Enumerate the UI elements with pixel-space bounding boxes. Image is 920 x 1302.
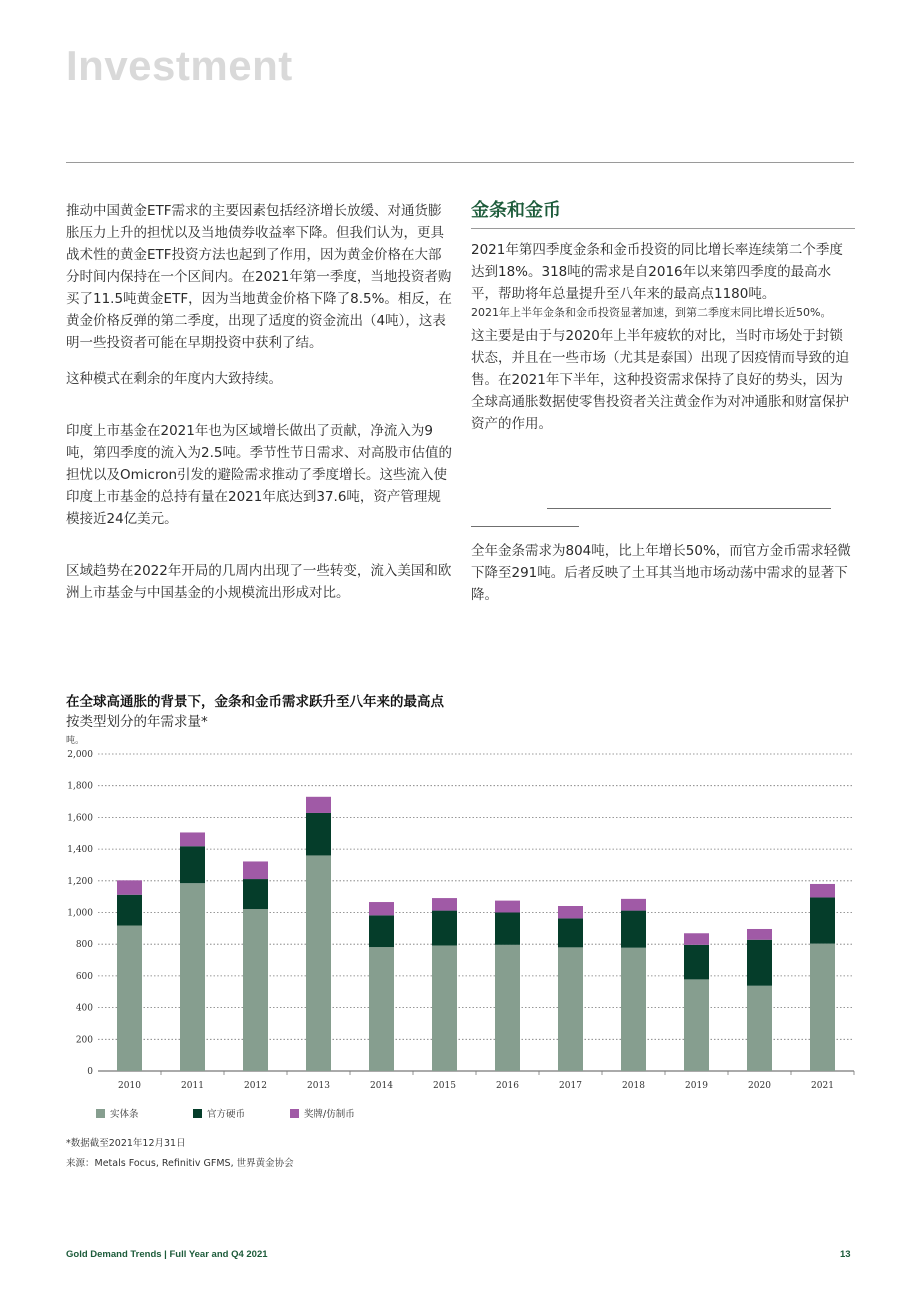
bar-2010-series-1 [117,895,142,926]
bar-2012-series-0 [243,909,268,1071]
x-tick-label: 2015 [433,1081,456,1091]
chart-source: 来源：Metals Focus, Refinitiv GFMS, 世界黄金协会 [66,1158,294,1169]
chart-notes [66,1134,294,1174]
bar-2011-series-1 [180,846,205,883]
x-tick-label: 2014 [370,1081,393,1091]
legend-label-medals: 奖牌/仿制币 [304,1109,355,1120]
legend-swatch-medals [290,1109,299,1118]
bar-2011-series-2 [180,832,205,846]
bar-2020-series-1 [747,940,772,986]
bar-2012-series-2 [243,861,268,879]
legend-label-official-coins: 官方硬币 [207,1109,246,1120]
x-tick-label: 2016 [496,1081,519,1091]
x-tick-label: 2021 [811,1081,834,1091]
y-tick-label: 600 [75,971,93,982]
bar-2021-series-0 [810,944,835,1071]
callout-rule-short [471,526,579,527]
legend-item-official-coins [193,1106,290,1120]
bar-2020-series-0 [747,986,772,1071]
right-paragraph-2: 这主要是由于与2020年上半年疲软的对比，当时市场处于封锁状态，并且在一些市场（尤其是泰国）出现了因疫情而导致的迫售。在2021年下半年，这种投资需求保持了良好的势头，因为全球高通胀数据使零售投资者关注黄金作为对冲通胀和财富保护资产的作用。 [471,328,849,432]
left-paragraph-3: 印度上市基金在2021年也为区域增长做出了贡献，净流入为9吨，第四季度的流入为2.5吨。季节性节日需求、对高股市估值的担忧以及Omicron引发的避险需求推动了季度增长。这些流入使印度上市基金的总持有量在2021年底达到37.6吨，资产管理规模接近24亿美元。 [66,423,452,527]
bar-2021-series-1 [810,897,835,943]
x-tick-label: 2011 [181,1081,204,1091]
bar-2014-series-0 [369,947,394,1071]
bar-2016-series-1 [495,913,520,945]
chart-legend [96,1106,387,1120]
bar-2021-series-2 [810,884,835,897]
callout-text: 2021年上半年金条和金币投资显著加速，到第二季度末同比增长近50%。 [471,306,832,319]
bar-2014-series-1 [369,915,394,947]
y-tick-label: 1,600 [67,813,93,824]
x-tick-label: 2020 [748,1081,771,1091]
footer-publication: Gold Demand Trends | Full Year and Q4 2021 [66,1249,268,1260]
bar-2019-series-1 [684,945,709,980]
bar-2012-series-1 [243,879,268,909]
bar-2017-series-1 [558,918,583,947]
bars-coins-heading: 金条和金币 [471,198,855,229]
bar-2017-series-0 [558,947,583,1071]
y-tick-label: 1,200 [67,876,93,887]
legend-swatch-bars [96,1109,105,1118]
bar-2018-series-2 [621,899,646,911]
right-column-lower [471,540,855,606]
callout-rule-long [547,508,831,509]
y-tick-label: 200 [75,1035,93,1046]
bar-2015-series-0 [432,945,457,1071]
bar-2018-series-0 [621,948,646,1071]
bar-2017-series-2 [558,906,583,918]
bar-2010-series-0 [117,925,142,1071]
y-tick-label: 400 [75,1003,93,1014]
bar-2014-series-2 [369,902,394,915]
x-tick-label: 2017 [559,1081,582,1091]
left-column [66,200,452,604]
chart-subtitle: 按类型划分的年需求量* [66,714,208,730]
page-number: 13 [840,1249,851,1260]
x-tick-label: 2013 [307,1081,330,1091]
bar-2020-series-2 [747,929,772,940]
top-divider [66,162,854,163]
chart-footnote: *数据截至2021年12月31日 [66,1138,186,1149]
legend-item-medals [290,1106,387,1120]
x-tick-label: 2018 [622,1081,645,1091]
legend-item-bars [96,1106,193,1120]
bar-chart [56,740,856,1100]
chart-unit-label: 吨。 [66,736,85,746]
bar-2013-series-1 [306,813,331,855]
right-paragraph-1: 2021年第四季度金条和金币投资的同比增长率连续第二个季度达到18%。318吨的需求是自2016年以来第四季度的最高水平，帮助将年总量提升至八年来的最高点1180吨。 [471,242,843,302]
bar-2019-series-0 [684,979,709,1071]
left-paragraph-4: 区域趋势在2022年开局的几周内出现了一些转变，流入美国和欧洲上市基金与中国基金的小规模流出形成对比。 [66,563,452,601]
x-tick-label: 2019 [685,1081,708,1091]
section-title: Investment [66,42,293,89]
y-tick-label: 1,000 [67,908,93,919]
y-tick-label: 800 [75,940,93,951]
legend-label-bars: 实体条 [110,1109,139,1120]
bar-2016-series-0 [495,945,520,1071]
bar-2015-series-1 [432,911,457,946]
bar-2010-series-2 [117,880,142,894]
bar-2013-series-0 [306,855,331,1071]
bar-2018-series-1 [621,911,646,948]
left-paragraph-2: 这种模式在剩余的年度内大致持续。 [66,371,282,387]
bar-2019-series-2 [684,933,709,945]
left-paragraph-1: 推动中国黄金ETF需求的主要因素包括经济增长放缓、对通货膨胀压力上升的担忧以及当地债券收益率下降。但我们认为，更具战术性的黄金ETF投资方法也起到了作用，因为黄金价格在大部分时间内保持在一个区间内。在2021年第一季度，当地投资者购买了11.5吨黄金ETF，因为当地黄金价格下降了8.5%。相反，在黄金价格反弹的第二季度，出现了适度的资金流出（4吨），这表明一些投资者可能在早期投资中获利了结。 [66,203,452,351]
chart-title: 在全球高通胀的背景下，金条和金币需求跃升至八年来的最高点 [66,694,444,710]
right-column [471,198,855,435]
bar-2013-series-2 [306,797,331,813]
y-tick-label: 0 [87,1067,93,1077]
bar-2011-series-0 [180,883,205,1071]
bar-2016-series-2 [495,901,520,913]
x-tick-label: 2012 [244,1081,267,1091]
y-tick-label: 2,000 [67,750,93,760]
y-tick-label: 1,400 [67,845,93,856]
bar-2015-series-2 [432,898,457,911]
legend-swatch-official-coins [193,1109,202,1118]
x-tick-label: 2010 [118,1081,141,1091]
y-tick-label: 1,800 [67,781,93,792]
right-paragraph-3: 全年金条需求为804吨，比上年增长50%，而官方金币需求轻微下降至291吨。后者反映了土耳其当地市场动荡中需求的显著下降。 [471,543,851,603]
